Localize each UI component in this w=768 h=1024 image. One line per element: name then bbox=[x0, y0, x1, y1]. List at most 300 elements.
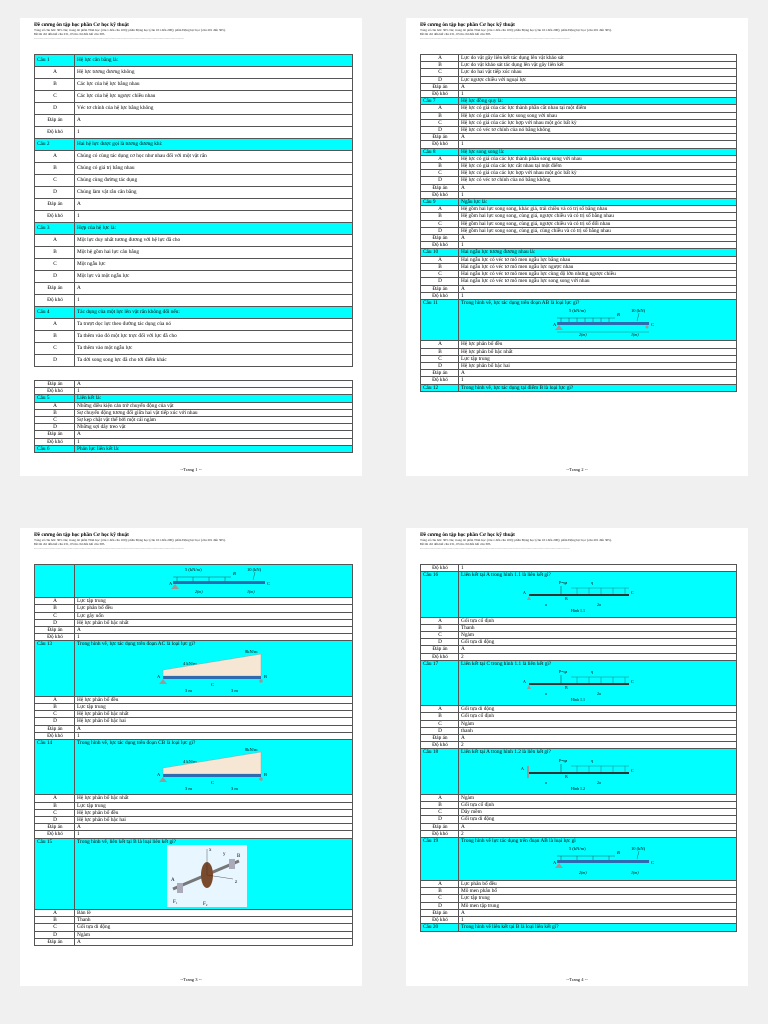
row-key-cell: D bbox=[421, 177, 459, 184]
table-row bbox=[35, 598, 353, 605]
beam-figure-19 bbox=[551, 844, 661, 876]
row-key-cell: Đáp án bbox=[421, 646, 459, 653]
page-2 bbox=[406, 18, 748, 476]
text-label: Liên kết tại C trong hình 1.1 là liên kết gì? bbox=[461, 660, 552, 667]
row-text-cell: Lực gây uốn bbox=[75, 612, 353, 619]
table-row bbox=[421, 902, 737, 909]
row-key-cell: A bbox=[421, 256, 459, 263]
table-row bbox=[421, 220, 737, 227]
text-label: P=qa bbox=[559, 669, 568, 675]
text-label: B bbox=[617, 312, 620, 318]
text-label: Tổng số câu hỏi: 305 câu; trong đó phần Tĩnh học (câu 1 đến câu 100); phần Động học (câu 101 đến 200); phần Động lực học (câu 201 đến 305). bbox=[34, 538, 226, 542]
table-row bbox=[421, 256, 737, 263]
row-key-cell: D bbox=[35, 619, 75, 626]
row-text-cell bbox=[459, 749, 737, 794]
text-label: B bbox=[237, 853, 241, 859]
row-text-cell: Hệ lực có véc tơ chính của nó bằng không bbox=[459, 177, 737, 184]
text-label: q bbox=[591, 669, 593, 675]
text-label: x bbox=[209, 847, 212, 853]
row-key-cell: A bbox=[421, 206, 459, 213]
row-key-cell: Câu 17 bbox=[421, 660, 459, 705]
row-key-cell: Câu 14 bbox=[35, 740, 75, 795]
row-text-cell: Hệ lực phân bố đều bbox=[459, 341, 737, 348]
row-text-cell: A bbox=[459, 646, 737, 653]
row-text-cell: Lực tập trung bbox=[459, 355, 737, 362]
table-row bbox=[35, 259, 353, 271]
row-key-cell: C bbox=[35, 924, 75, 931]
row-key-cell: A bbox=[35, 696, 75, 703]
table-row bbox=[35, 115, 353, 127]
row-text-cell: Hệ lực phân bố bậc nhất bbox=[459, 348, 737, 355]
row-text-cell: Dây mềm bbox=[459, 809, 737, 816]
row-text-cell: Hệ lực phân bố bậc nhất bbox=[75, 795, 353, 802]
question-row bbox=[421, 838, 737, 881]
row-key-cell: Câu 8 bbox=[421, 148, 459, 155]
row-text-cell: Sự kẹp chặt vật thể bởi một cái ngàm bbox=[75, 417, 353, 424]
table-row bbox=[35, 802, 353, 809]
row-key-cell: B bbox=[35, 331, 75, 343]
question-row bbox=[35, 223, 353, 235]
row-text-cell: Bản lề bbox=[75, 910, 353, 917]
table-row bbox=[421, 235, 737, 242]
page-footer: --Trang 3 -- bbox=[180, 977, 202, 982]
row-key-cell: D bbox=[421, 362, 459, 369]
row-key-cell: Độ khó bbox=[421, 653, 459, 660]
page-1 bbox=[20, 18, 362, 476]
row-key-cell: C bbox=[421, 632, 459, 639]
row-text-cell: A bbox=[459, 823, 737, 830]
text-label: 5 (kN/m) bbox=[569, 846, 586, 852]
row-key-cell: A bbox=[35, 235, 75, 247]
row-key-cell: D bbox=[421, 727, 459, 734]
text-label: F₁ bbox=[173, 899, 178, 905]
table-row bbox=[421, 285, 737, 292]
text-label: Trong hình vẽ lực tác dụng trên đoạn AB là loại lực gì bbox=[461, 838, 576, 845]
row-text-cell: Ta dời song song lực đã cho tới điểm khác bbox=[75, 355, 353, 367]
row-text-cell: Hệ lực cân bằng là: bbox=[75, 55, 353, 67]
row-text-cell: A bbox=[75, 627, 353, 634]
text-label: Đề cương ôn tập học phần Cơ học kỹ thuật bbox=[420, 532, 515, 538]
text-label: ----------------------------------------------------------------------------------------------------------------------------- bbox=[420, 36, 570, 40]
table-row bbox=[421, 292, 737, 299]
row-text-cell: Trong hình vẽ liên kết tại B là loại liên kết gì? bbox=[459, 924, 737, 931]
table-row bbox=[421, 341, 737, 348]
text-label: A bbox=[157, 673, 161, 679]
text-label: B bbox=[264, 673, 267, 679]
row-text-cell: 2 bbox=[459, 830, 737, 837]
table-row bbox=[421, 706, 737, 713]
table-row bbox=[421, 377, 737, 384]
row-key-cell: A bbox=[421, 794, 459, 801]
row-text-cell: Chúng làm vật rắn cân bằng bbox=[75, 187, 353, 199]
row-text-cell: Tác dụng của một lực lên vật rắn không đổi nếu: bbox=[75, 307, 353, 319]
page-footer: --Trang 1 -- bbox=[180, 467, 202, 472]
row-key-cell: Đáp án bbox=[35, 283, 75, 295]
table-row bbox=[35, 824, 353, 831]
row-key-cell: C bbox=[35, 259, 75, 271]
text-label: 8kN/m bbox=[245, 747, 258, 753]
table-row bbox=[421, 816, 737, 823]
text-label: Hình 1.1 bbox=[571, 608, 585, 614]
row-key-cell: Độ khó bbox=[421, 91, 459, 98]
table-row bbox=[421, 213, 737, 220]
row-text-cell: A bbox=[459, 370, 737, 377]
row-key-cell: A bbox=[35, 67, 75, 79]
row-text-cell: Lực ngược chiều với ngoại lực bbox=[459, 76, 737, 83]
table-row bbox=[421, 727, 737, 734]
text-label: Đề thi chỉ đến hết câu 231, 03 tín chỉ đến hết câu 305. bbox=[34, 32, 106, 36]
table-row bbox=[421, 617, 737, 624]
row-text-cell: 1 bbox=[75, 295, 353, 307]
row-key-cell: Câu 2 bbox=[35, 139, 75, 151]
row-key-cell: B bbox=[35, 917, 75, 924]
triangle-load-figure-13 bbox=[157, 648, 267, 694]
text-label: 2a bbox=[597, 602, 601, 608]
row-text-cell: Hai ngẫu lực có véc tơ mô men ngẫu lực bằng nhau bbox=[459, 256, 737, 263]
row-text-cell: 1 bbox=[75, 438, 353, 445]
row-text-cell: 1 bbox=[75, 211, 353, 223]
table-row bbox=[35, 711, 353, 718]
row-text-cell: Ngàm bbox=[75, 931, 353, 938]
table-row bbox=[35, 917, 353, 924]
table-row bbox=[421, 177, 737, 184]
table-row bbox=[35, 619, 353, 626]
row-key-cell: Câu 18 bbox=[421, 749, 459, 794]
row-key-cell: C bbox=[35, 417, 75, 424]
row-text-cell: Hệ gồm hai lực song song, cùng giá, ngược chiều và có trị số bằng nhau bbox=[459, 213, 737, 220]
row-key-cell: D bbox=[421, 127, 459, 134]
row-text-cell: 1 bbox=[459, 91, 737, 98]
table-row bbox=[35, 605, 353, 612]
row-key-cell: Đáp án bbox=[421, 184, 459, 191]
row-key-cell: Câu 10 bbox=[421, 249, 459, 256]
text-label: B bbox=[565, 596, 568, 602]
question-table-cont bbox=[34, 380, 353, 453]
row-key-cell: D bbox=[421, 639, 459, 646]
row-key-cell: B bbox=[421, 624, 459, 631]
row-text-cell: 1 bbox=[75, 388, 353, 395]
row-key-cell: C bbox=[421, 895, 459, 902]
row-text-cell: A bbox=[459, 909, 737, 916]
table-row bbox=[421, 62, 737, 69]
question-row bbox=[35, 445, 353, 452]
row-text-cell: Những sợi dây treo vật bbox=[75, 424, 353, 431]
row-text-cell: Lực do vật khảo sát tác dụng lên vật gây liên kết bbox=[459, 62, 737, 69]
question-row bbox=[421, 148, 737, 155]
text-label: Trong hình vẽ, lực tác dụng trên đoạn AB là loại lực gì? bbox=[461, 299, 580, 306]
row-key-cell: Đáp án bbox=[421, 823, 459, 830]
table-row bbox=[35, 79, 353, 91]
row-key-cell: Đáp án bbox=[35, 431, 75, 438]
text-label: A bbox=[553, 322, 557, 328]
row-key-cell: Đáp án bbox=[421, 370, 459, 377]
table-row bbox=[421, 362, 737, 369]
text-label: z bbox=[235, 879, 238, 885]
text-label: 8kN/m bbox=[245, 648, 258, 654]
row-key-cell: C bbox=[421, 355, 459, 362]
row-text-cell: Hệ lực có giá của các lực thành phần song song với nhau bbox=[459, 155, 737, 162]
beam-figure-11 bbox=[551, 306, 661, 338]
row-text-cell: thanh bbox=[459, 727, 737, 734]
row-key-cell: A bbox=[35, 151, 75, 163]
table-row bbox=[421, 184, 737, 191]
text-label: A bbox=[523, 679, 526, 685]
row-key-cell: A bbox=[421, 881, 459, 888]
row-key-cell: Độ khó bbox=[421, 141, 459, 148]
text-label: C bbox=[651, 322, 655, 328]
text-label: 3 m bbox=[185, 786, 192, 792]
table-row bbox=[421, 823, 737, 830]
row-key-cell: Độ khó bbox=[35, 634, 75, 641]
table-row bbox=[421, 119, 737, 126]
question-row bbox=[421, 299, 737, 340]
row-text-cell: Ngẫu lực là: bbox=[459, 199, 737, 206]
row-key-cell: C bbox=[35, 343, 75, 355]
row-text-cell: Ta trượt dọc lực theo đường tác dụng của nó bbox=[75, 319, 353, 331]
row-key-cell: D bbox=[421, 902, 459, 909]
text-label: 4 kN/m bbox=[183, 759, 197, 765]
row-key-cell: B bbox=[421, 213, 459, 220]
row-key-cell: B bbox=[421, 112, 459, 119]
text-label: Đề cương ôn tập học phần Cơ học kỹ thuật bbox=[420, 22, 515, 28]
row-key-cell: Đáp án bbox=[35, 627, 75, 634]
row-text-cell: Ta thêm vào đó một lực trực đối với lực đã cho bbox=[75, 331, 353, 343]
table-row bbox=[421, 141, 737, 148]
table-row bbox=[35, 199, 353, 211]
table-row bbox=[421, 565, 737, 572]
row-text-cell: Hệ lực phân bố bậc hai bbox=[75, 718, 353, 725]
row-text-cell: 2 bbox=[459, 742, 737, 749]
row-key-cell: Câu 11 bbox=[421, 299, 459, 340]
table-row bbox=[35, 696, 353, 703]
table-row bbox=[35, 91, 353, 103]
table-row bbox=[421, 76, 737, 83]
table-row bbox=[421, 881, 737, 888]
table-row bbox=[35, 718, 353, 725]
table-row bbox=[421, 278, 737, 285]
row-text-cell: Chúng cùng đường tác dụng bbox=[75, 175, 353, 187]
text-label: 5 (kN/m) bbox=[185, 567, 202, 572]
text-label: C bbox=[211, 780, 215, 786]
row-key-cell: A bbox=[35, 319, 75, 331]
text-label: B bbox=[233, 571, 236, 576]
question-table bbox=[420, 564, 737, 932]
row-key-cell: A bbox=[421, 105, 459, 112]
triangle-load-figure-14 bbox=[157, 746, 267, 792]
row-text-cell: Ngàm bbox=[459, 794, 737, 801]
row-text-cell: Hai ngẫu lực có véc tơ mô men ngẫu lực cùng độ lớn nhưng ngược chiều bbox=[459, 271, 737, 278]
table-row bbox=[421, 191, 737, 198]
row-key-cell: Độ khó bbox=[35, 127, 75, 139]
row-text-cell: A bbox=[459, 83, 737, 90]
row-text-cell: Lực tập trung bbox=[75, 598, 353, 605]
row-key-cell: Câu 12 bbox=[421, 384, 459, 391]
row-key-cell: C bbox=[35, 91, 75, 103]
table-row bbox=[35, 103, 353, 115]
table-row bbox=[35, 409, 353, 416]
question-row bbox=[35, 641, 353, 696]
table-row bbox=[421, 802, 737, 809]
table-row bbox=[421, 134, 737, 141]
text-label: Liên kết tại A trong hình 1.1 là liên kết gì? bbox=[461, 572, 551, 579]
row-text-cell: Mô men phân bố bbox=[459, 888, 737, 895]
text-label: 10 (kN) bbox=[247, 567, 262, 572]
row-key-cell: Câu 6 bbox=[35, 445, 75, 452]
text-label: A bbox=[171, 877, 175, 883]
row-text-cell: Một ngẫu lực bbox=[75, 259, 353, 271]
table-row bbox=[421, 170, 737, 177]
question-table bbox=[420, 54, 737, 392]
text-label: 2(m) bbox=[579, 332, 587, 338]
row-text-cell: Hệ lực phân bố bậc hai bbox=[459, 362, 737, 369]
row-key-cell: Đáp án bbox=[35, 824, 75, 831]
row-text-cell: 1 bbox=[75, 634, 353, 641]
row-text-cell: Ta thêm vào một ngẫu lực bbox=[75, 343, 353, 355]
row-key-cell: Đáp án bbox=[35, 938, 75, 945]
row-text-cell: 1 bbox=[459, 242, 737, 249]
row-text-cell: Ngàm bbox=[459, 632, 737, 639]
row-text-cell: Hệ lực phân bố bậc hai bbox=[75, 817, 353, 824]
row-text-cell: 1 bbox=[459, 917, 737, 924]
table-row bbox=[35, 817, 353, 824]
table-row bbox=[35, 355, 353, 367]
text-label: y bbox=[223, 851, 226, 857]
row-text-cell: Hai ngẫu lực có véc tơ mô men ngẫu lực ngược nhau bbox=[459, 263, 737, 270]
text-label: C bbox=[631, 590, 634, 596]
row-text-cell: 1 bbox=[459, 377, 737, 384]
row-key-cell: Đáp án bbox=[421, 83, 459, 90]
table-row bbox=[35, 283, 353, 295]
question-table bbox=[34, 564, 353, 946]
question-row bbox=[421, 924, 737, 931]
table-row bbox=[421, 888, 737, 895]
row-text-cell bbox=[75, 641, 353, 696]
table-row bbox=[421, 69, 737, 76]
row-text-cell: Hợp của hệ lực là: bbox=[75, 223, 353, 235]
text-label: 1(m) bbox=[247, 589, 255, 594]
table-row bbox=[421, 809, 737, 816]
question-row bbox=[35, 565, 353, 598]
row-text-cell: Mô men tập trung bbox=[459, 902, 737, 909]
row-text-cell: Hệ lực có giá của các lực hợp với nhau một góc bất kỳ bbox=[459, 119, 737, 126]
row-key-cell: Độ khó bbox=[421, 242, 459, 249]
table-row bbox=[35, 163, 353, 175]
text-label: C bbox=[631, 767, 634, 773]
table-row bbox=[421, 370, 737, 377]
row-key-cell: D bbox=[35, 718, 75, 725]
table-row bbox=[35, 235, 353, 247]
beam-figure-12 bbox=[167, 565, 277, 595]
question-row bbox=[35, 55, 353, 67]
table-row bbox=[421, 735, 737, 742]
row-text-cell: Thanh bbox=[459, 624, 737, 631]
table-row bbox=[35, 924, 353, 931]
row-key-cell: A bbox=[35, 795, 75, 802]
row-text-cell: Gối tựa cố định bbox=[459, 802, 737, 809]
table-row bbox=[35, 732, 353, 739]
table-row bbox=[421, 348, 737, 355]
table-row bbox=[35, 704, 353, 711]
text-label: 5 (kN/m) bbox=[569, 308, 586, 314]
row-text-cell: Một lực duy nhất tương đương với hệ lực đã cho bbox=[75, 235, 353, 247]
text-label: B bbox=[617, 850, 620, 856]
page-3 bbox=[20, 528, 362, 986]
row-text-cell: Hệ gồm hai lực song song, cùng giá, cùng chiều và có trị số bằng nhau bbox=[459, 227, 737, 234]
text-label: ----------------------------------------------------------------------------------------------------------------------------- bbox=[34, 546, 184, 550]
text-label: B bbox=[264, 772, 267, 778]
row-key-cell: C bbox=[421, 809, 459, 816]
row-key-cell: Độ khó bbox=[35, 388, 75, 395]
row-key-cell: Độ khó bbox=[35, 831, 75, 838]
row-key-cell: Câu 16 bbox=[421, 572, 459, 617]
table-row bbox=[421, 105, 737, 112]
text-label: 3 m bbox=[231, 786, 238, 792]
table-row bbox=[35, 67, 353, 79]
table-row bbox=[35, 725, 353, 732]
question-table bbox=[34, 54, 353, 367]
table-row bbox=[35, 931, 353, 938]
row-key-cell: Câu 15 bbox=[35, 838, 75, 909]
text-label: B bbox=[565, 773, 568, 779]
text-label: A bbox=[521, 765, 524, 771]
row-key-cell: B bbox=[35, 605, 75, 612]
question-row bbox=[421, 199, 737, 206]
row-text-cell bbox=[459, 838, 737, 881]
row-key-cell: D bbox=[421, 278, 459, 285]
question-row bbox=[421, 572, 737, 617]
table-row bbox=[35, 438, 353, 445]
text-label: Tổng số câu hỏi: 305 câu; trong đó phần Tĩnh học (câu 1 đến câu 100); phần Động học (câu 101 đến 200); phần Động lực học (câu 201 đến 305). bbox=[420, 28, 612, 32]
row-text-cell: A bbox=[459, 184, 737, 191]
text-label: A bbox=[157, 772, 161, 778]
row-text-cell: Hệ gồm hai lực song song, cùng giá, ngược chiều và có trị số đối nhau bbox=[459, 220, 737, 227]
text-label: 1(m) bbox=[631, 332, 639, 338]
text-label: Đề cương ôn tập học phần Cơ học kỹ thuật bbox=[34, 532, 129, 538]
row-text-cell: Gối tựa di động bbox=[459, 706, 737, 713]
table-row bbox=[421, 155, 737, 162]
row-key-cell: A bbox=[35, 910, 75, 917]
table-row bbox=[421, 917, 737, 924]
row-text-cell: A bbox=[75, 381, 353, 388]
row-text-cell: Chúng có giá trị bằng nhau bbox=[75, 163, 353, 175]
row-text-cell: Hai ngẫu lực tương đương nhau là: bbox=[459, 249, 737, 256]
question-row bbox=[421, 98, 737, 105]
row-key-cell: C bbox=[421, 119, 459, 126]
row-key-cell: B bbox=[421, 713, 459, 720]
row-key-cell: Câu 9 bbox=[421, 199, 459, 206]
text-label: Trong hình vẽ, lực tác dụng trên đoạn CB là loại lực gì? bbox=[77, 740, 196, 747]
row-key-cell: Đáp án bbox=[35, 725, 75, 732]
text-label: 3 m bbox=[231, 687, 238, 693]
row-key-cell: Câu 4 bbox=[35, 307, 75, 319]
text-label: Đề thi chỉ đến hết câu 231, 03 tín chỉ đến hết câu 305. bbox=[34, 542, 106, 546]
page-header bbox=[420, 22, 740, 40]
row-key-cell: A bbox=[35, 598, 75, 605]
row-text-cell: Lực do hai vật tiếp xúc nhau bbox=[459, 69, 737, 76]
question-row bbox=[35, 307, 353, 319]
row-key-cell: Độ khó bbox=[35, 732, 75, 739]
row-text-cell: A bbox=[75, 199, 353, 211]
text-label: a bbox=[545, 602, 547, 608]
row-text-cell bbox=[75, 740, 353, 795]
table-row bbox=[421, 263, 737, 270]
row-key-cell: B bbox=[35, 247, 75, 259]
row-text-cell: 2 bbox=[459, 653, 737, 660]
row-key-cell: Đáp án bbox=[421, 134, 459, 141]
text-label: ----------------------------------------------------------------------------------------------------------------------------- bbox=[420, 546, 570, 550]
row-key-cell: C bbox=[35, 612, 75, 619]
table-row bbox=[421, 639, 737, 646]
